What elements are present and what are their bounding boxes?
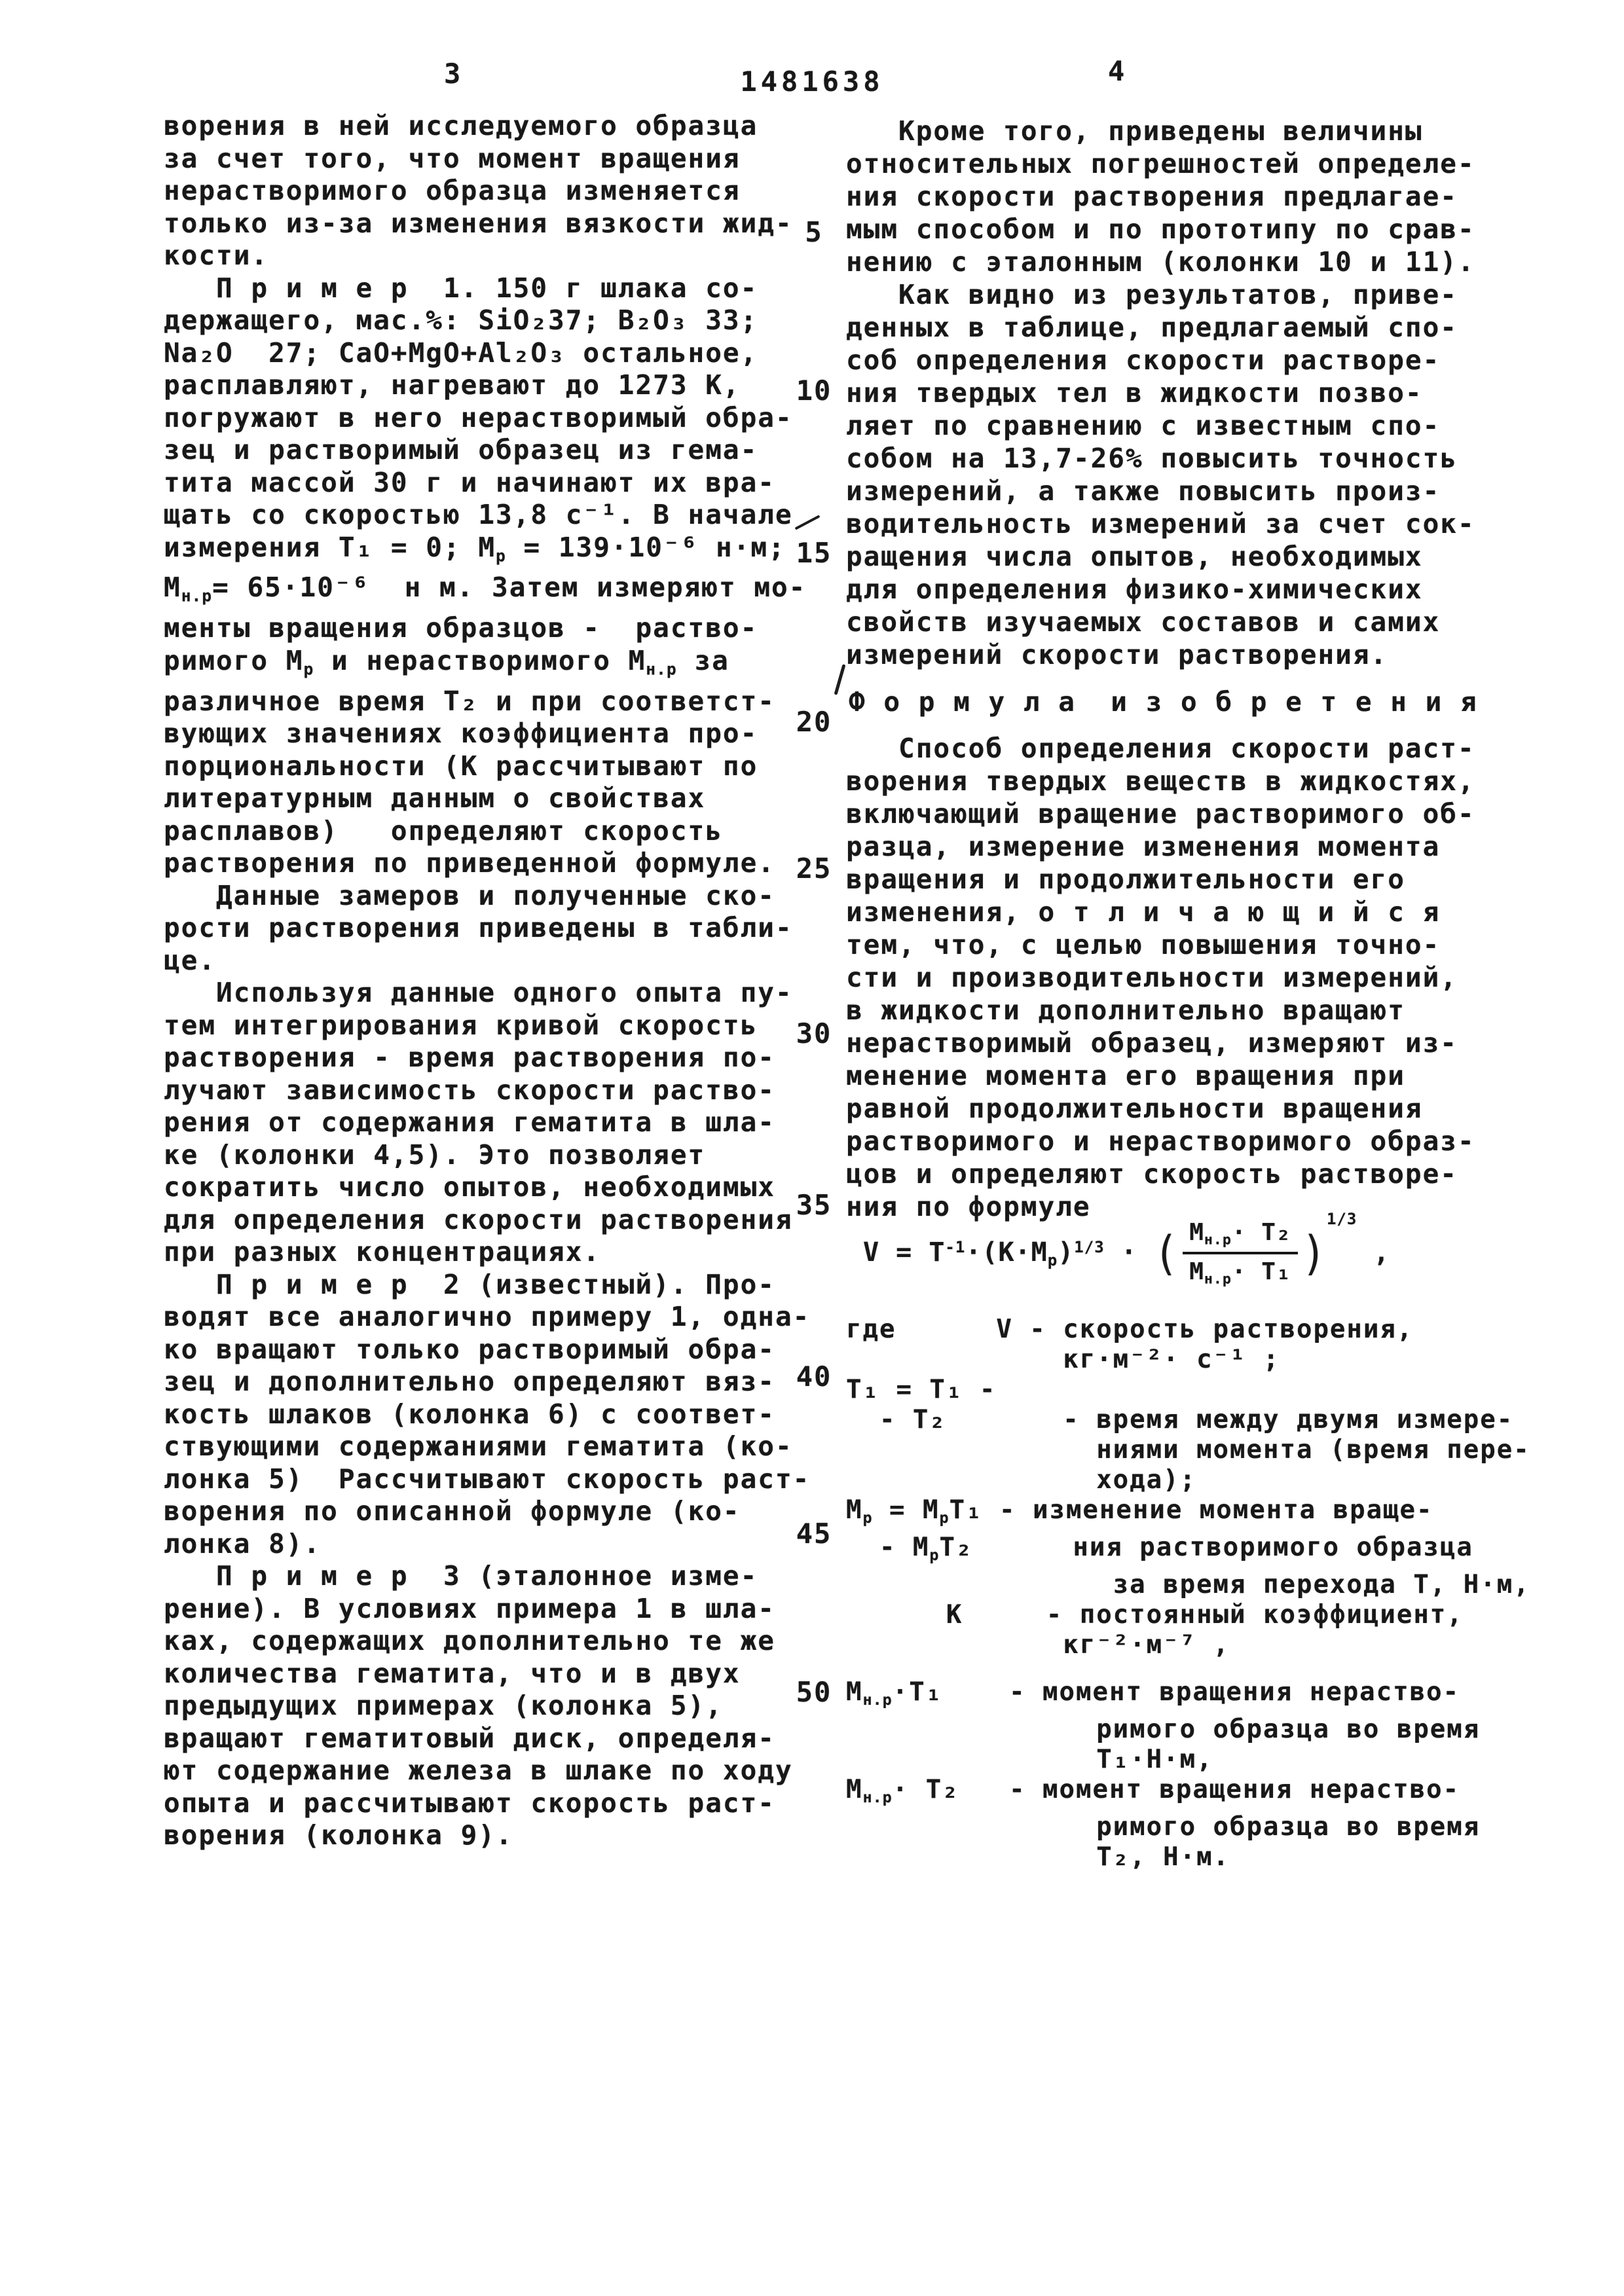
definition-line: римого образца во время xyxy=(846,1715,1481,1745)
gutter-line-number: 20 xyxy=(796,706,832,738)
text-line: только из-за изменения вязкости жид- xyxy=(164,207,793,239)
page-number-left: 3 xyxy=(444,58,462,90)
text-line: соб определения скорости растворе- xyxy=(846,344,1441,376)
text-line: вращают гематитовый диск, определя- xyxy=(164,1722,775,1754)
text-line: ния по формуле xyxy=(846,1191,1091,1222)
definition-line xyxy=(846,1660,1530,1677)
gutter-line-number: 30 xyxy=(796,1017,832,1049)
text-line: нерастворимый образец, измеряют из- xyxy=(846,1027,1458,1059)
definition-line: К - постоянный коэффициент, xyxy=(846,1600,1464,1630)
definition-line: римого образца во время xyxy=(846,1812,1481,1842)
text-line: растворения - время растворения по- xyxy=(164,1042,775,1074)
text-line: растворимого и нерастворимого образ- xyxy=(846,1125,1475,1157)
text-line: расплавов) определяют скорость xyxy=(164,814,723,847)
text-line: П р и м е р 2 (известный). Про- xyxy=(164,1268,775,1300)
text-line: для определения физико-химических xyxy=(846,574,1423,605)
text-line: изменения, о т л и ч а ю щ и й с я xyxy=(846,896,1441,928)
definition-line: кг·м⁻²· с⁻¹ ; xyxy=(846,1345,1280,1374)
text-line: П р и м е р 3 (эталонное изме- xyxy=(164,1560,758,1592)
formula-tail: , xyxy=(1357,1238,1390,1269)
text-line: опыта и рассчитывают скорость раст- xyxy=(164,1787,775,1819)
text-line: зец и дополнительно определяют вяз- xyxy=(164,1366,775,1398)
gutter-line-number: 35 xyxy=(796,1189,832,1221)
text-line: ворения твердых веществ в жидкостях, xyxy=(846,765,1475,797)
gutter-line-number: 25 xyxy=(796,852,832,884)
text-line: порциональности (К рассчитывают по xyxy=(164,750,758,782)
text-line: цов и определяют скорость растворе- xyxy=(846,1158,1458,1190)
right-column-claim xyxy=(846,732,1475,1223)
text-line: литературным данным о свойствах xyxy=(164,782,706,814)
text-line: растворения по приведенной формуле. xyxy=(164,847,775,879)
text-line: сти и производительности измерений, xyxy=(846,962,1458,993)
text-line: ния твердых тел в жидкости позво- xyxy=(846,377,1423,409)
text-line: погружают в него нерастворимый обра- xyxy=(164,401,793,433)
text-line: для определения скорости растворения xyxy=(164,1203,793,1235)
text-line: зец и растворимый образец из гема- xyxy=(164,434,758,465)
text-line: Способ определения скорости раст- xyxy=(846,733,1475,764)
text-line: мым способом и по прототипу по срав- xyxy=(846,213,1475,245)
text-line: нерастворимого образца изменяется xyxy=(164,175,741,206)
text-line: Na₂O 27; CaO+MgO+Al₂O₃ остальное, xyxy=(164,337,758,369)
text-line: кость шлаков (колонка 6) с соответ- xyxy=(164,1398,775,1430)
text-line: менты вращения образцов - раство- xyxy=(164,612,758,644)
definition-line: где V - скорость растворения, xyxy=(846,1315,1414,1344)
gutter-line-number: 40 xyxy=(796,1360,832,1393)
gutter-line-number: 5 xyxy=(805,216,823,248)
text-line: за счет того, что момент вращения xyxy=(164,142,741,174)
text-line: нению с эталонным (колонки 10 и 11). xyxy=(846,246,1475,278)
formula-denominator: $М_{н.р}\cdot Т_1$ xyxy=(1189,1258,1291,1288)
text-line: свойств изучаемых составов и самих xyxy=(846,606,1441,638)
definition-line: $М_{н.р}\cdot Т_2$ - момент вращения нераство- xyxy=(846,1775,1460,1807)
formula-open-paren: ( xyxy=(1153,1226,1179,1281)
text-line: римого $М_р$ и нерастворимого $М_{н.р}$ за xyxy=(164,644,729,679)
text-line: тем, что, с целью повышения точно- xyxy=(846,929,1441,960)
text-line: ворения по описанной формуле (ко- xyxy=(164,1495,741,1527)
definition-line: хода); xyxy=(846,1465,1197,1495)
text-line: ствующими содержаниями гематита (ко- xyxy=(164,1430,793,1463)
text-line: Кроме того, приведены величины xyxy=(846,115,1423,147)
text-line: менение момента его вращения при xyxy=(846,1060,1405,1091)
text-line: щать со скоростью 13,8 с⁻¹. В начале xyxy=(164,499,793,530)
text-line: относительных погрешностей определе- xyxy=(846,148,1475,179)
right-column-top xyxy=(846,115,1475,671)
claims-heading: Ф о р м у л а и з о б р е т е н и я xyxy=(849,686,1478,718)
text-line: це. xyxy=(164,944,217,976)
text-line: водительность измерений за счет сок- xyxy=(846,508,1475,539)
text-line: П р и м е р 1. 150 г шлака со- xyxy=(164,272,758,304)
text-line: разца, измерение изменения момента xyxy=(846,831,1441,862)
formula-exponent: 1/3 xyxy=(1326,1210,1357,1228)
text-line: ворения в ней исследуемого образца xyxy=(164,110,758,141)
formula-numerator: $М_{н.р}\cdot Т_2$ xyxy=(1183,1219,1297,1254)
text-line: ко вращают только растворимый обра- xyxy=(164,1333,775,1365)
text-line: количества гематита, что и в двух xyxy=(164,1657,741,1689)
text-line: сократить число опытов, необходимых xyxy=(164,1171,775,1203)
text-line: рение). В условиях примера 1 в шла- xyxy=(164,1592,775,1624)
definition-line: $М_р = М_рТ_1$ - изменение момента враще- xyxy=(846,1495,1433,1527)
text-line: собом на 13,7-26% повысить точность xyxy=(846,443,1458,474)
text-line: держащего, мас.%: SiO₂37; В₂О₃ 33; xyxy=(164,304,758,336)
text-line: расплавляют, нагревают до 1273 К, xyxy=(164,369,741,401)
text-line: равной продолжительности вращения xyxy=(846,1093,1423,1124)
text-line: вращения и продолжительности его xyxy=(846,864,1405,895)
text-line: рения от содержания гематита в шла- xyxy=(164,1106,775,1139)
text-line: измерения Т₁ = 0; $М_р = 139\cdot 10^{-6}$ н·м; xyxy=(164,531,786,565)
text-line: тем интегрирования кривой скорость xyxy=(164,1009,758,1041)
definition-line: за время перехода Т, Н·м, xyxy=(846,1570,1530,1600)
text-line: лонка 8). xyxy=(164,1527,322,1559)
gutter-line-number: 45 xyxy=(796,1518,832,1550)
text-line: лонка 5) Рассчитывают скорость раст- xyxy=(164,1463,811,1495)
definition-line: ниями момента (время пере- xyxy=(846,1435,1530,1465)
definition-line: - Т₂ - время между двумя измере- xyxy=(846,1405,1514,1434)
text-line: Данные замеров и полученные ско- xyxy=(164,879,775,911)
text-line: измерений скорости растворения. xyxy=(846,639,1388,670)
left-column xyxy=(164,110,810,1852)
text-line: ворения (колонка 9). xyxy=(164,1819,513,1851)
definition-line: $М_{н.р}\cdot Т_1$ - момент вращения нераство- xyxy=(846,1677,1460,1709)
text-line: ращения числа опытов, необходимых xyxy=(846,541,1423,572)
gutter-line-number: 10 xyxy=(796,374,832,407)
text-line: предыдущих примерах (колонка 5), xyxy=(164,1690,723,1722)
text-line: ляет по сравнению с известным спо- xyxy=(846,410,1441,441)
text-line: различное время Т₂ и при соответст- xyxy=(164,685,775,717)
definition-line: Т₁·Н·м, xyxy=(846,1745,1213,1775)
formula-lhs: $V = Т^{-1}\cdot(К\cdot М_р)^{1/3}$ · xyxy=(863,1237,1154,1270)
formula-close-paren: ) xyxy=(1301,1226,1327,1281)
definition-line: - $М_рТ_2$ ния растворимого образца xyxy=(846,1533,1473,1565)
text-line: ках, содержащих дополнительно те же xyxy=(164,1625,775,1657)
text-line: ют содержание железа в шлаке по ходу xyxy=(164,1755,793,1787)
patent-number: 1481638 xyxy=(740,65,884,98)
text-line: Используя данные одного опыта пу- xyxy=(164,977,793,1009)
gutter-line-number: 50 xyxy=(796,1676,832,1708)
text-line: тита массой 30 г и начинают их вра- xyxy=(164,466,775,498)
text-line: измерений, а также повысить произ- xyxy=(846,475,1441,507)
text-line: Как видно из результатов, приве- xyxy=(846,279,1458,310)
text-line: кости. xyxy=(164,240,269,271)
text-line: рости растворения приведены в табли- xyxy=(164,912,793,944)
text-line: лучают зависимость скорости раство- xyxy=(164,1074,775,1106)
text-line: в жидкости дополнительно вращают xyxy=(846,994,1405,1026)
definition-line: Т₂, Н·м. xyxy=(846,1842,1230,1872)
right-column-definitions xyxy=(846,1315,1530,1872)
scan-artifact-slash xyxy=(834,664,845,695)
text-line: вующих значениях коэффициента про- xyxy=(164,718,758,750)
definition-line: кг⁻²·м⁻⁷ , xyxy=(846,1630,1230,1660)
dissolution-rate-formula xyxy=(863,1210,1390,1288)
text-line: включающий вращение растворимого об- xyxy=(846,798,1475,829)
text-line: ния скорости растворения предлагае- xyxy=(846,181,1458,212)
text-line: водят все аналогично примеру 1, одна- xyxy=(164,1301,811,1333)
text-line: денных в таблице, предлагаемый спо- xyxy=(846,312,1458,343)
page-number-right: 4 xyxy=(1108,55,1126,87)
text-line: $М_{н.р}= 65\cdot 10^{-6}$ н м. Затем измеряют мо- xyxy=(164,572,807,606)
formula-fraction xyxy=(1183,1219,1297,1288)
text-line: при разных концентрациях. xyxy=(164,1236,601,1268)
text-line: ке (колонки 4,5). Это позволяет xyxy=(164,1139,706,1171)
gutter-line-number: 15 xyxy=(796,537,832,569)
definition-line: Т₁ = Т₁ - xyxy=(846,1375,997,1404)
